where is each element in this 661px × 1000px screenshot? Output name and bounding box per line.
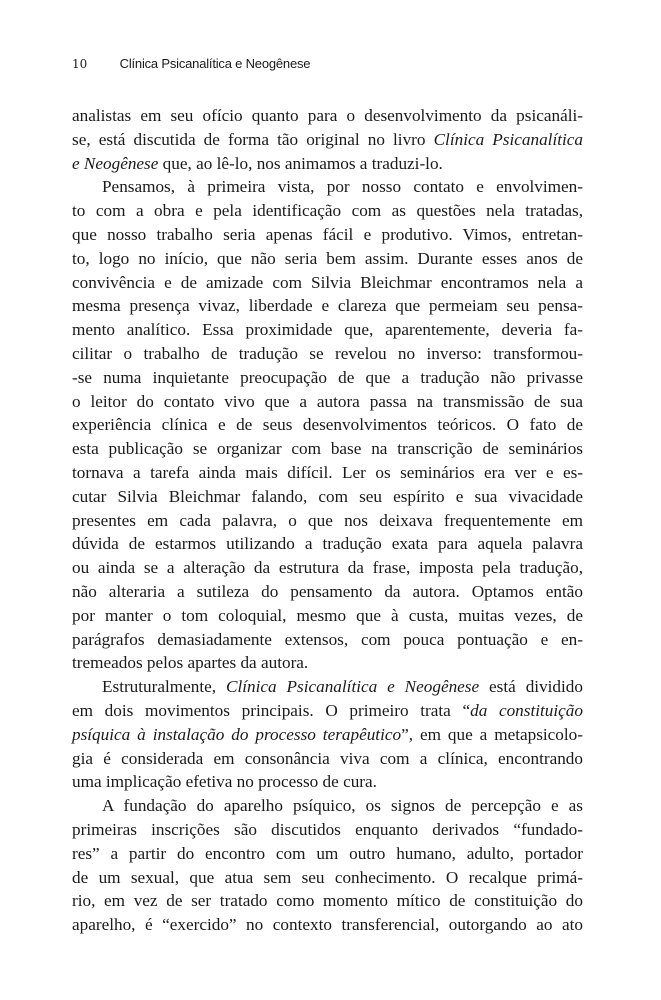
text-line: Pensamos, à primeira vista, por nosso contato e envolvimen-	[102, 177, 583, 197]
text-line: parágrafos demasiadamente extensos, com pouca pontuação e en-	[72, 629, 583, 649]
text-line: experiência clínica e de seus desenvolvimentos teóricos. O fato de	[72, 415, 583, 435]
text-line: analistas em seu ofício quanto para o desenvolvimento da psicanáli-	[72, 106, 583, 125]
book-title-italic: Clínica Psicanalítica	[433, 129, 583, 149]
body-text	[72, 104, 583, 937]
text-line: de um sexual, que atua sem seu conhecimento. O recalque primá-	[72, 867, 583, 887]
text-line: esta publicação se organizar com base na transcrição de seminários	[72, 439, 583, 459]
text-line: to, logo no início, que não seria bem assim. Durante esses anos de	[72, 248, 583, 268]
text-line: se, está discutida de forma tão original no livro Clínica Psicanalítica	[72, 129, 583, 149]
text-line: por manter o tom coloquial, mesmo que à custa, muitas vezes, de	[72, 605, 583, 625]
text-line: presentes em cada palavra, o que nos deixava frequentemente em	[72, 510, 583, 530]
text-line: não alteraria a sutileza do pensamento da autora. Optamos então	[72, 581, 583, 601]
text-line: -se numa inquietante preocupação de que a tradução não privasse	[72, 367, 583, 387]
text-line: em dois movimentos principais. O primeiro trata “da constituição	[72, 700, 583, 720]
text-line: o leitor do contato vivo que a autora passa na transmissão de sua	[72, 391, 583, 411]
quoted-italic: psíquica à instalação do processo terapêutico	[72, 724, 402, 744]
quoted-italic: da constituição	[470, 700, 583, 720]
text-line: primeiras inscrições são discutidos enquanto derivados “fundado-	[72, 819, 583, 839]
text-line: Estruturalmente, Clínica Psicanalítica e Neogênese está dividido	[102, 677, 583, 697]
text-line: e Neogênese que, ao lê-lo, nos animamos a traduzi-lo.	[72, 153, 443, 173]
text-line: uma implicação efetiva no processo de cura.	[72, 772, 377, 792]
text-line: mento analítico. Essa proximidade que, aparentemente, deveria fa-	[72, 320, 583, 340]
text-line: que nosso trabalho seria apenas fácil e produtivo. Vimos, entretan-	[72, 224, 583, 244]
book-title-italic: e Neogênese	[72, 153, 159, 173]
running-header	[72, 56, 310, 71]
text-line: res” a partir do encontro com um outro humano, adulto, portador	[72, 843, 583, 863]
text-line: gia é considerada em consonância viva com a clínica, encontrando	[72, 748, 583, 768]
text-line: A fundação do aparelho psíquico, os signos de percepção e as	[102, 796, 583, 816]
text-line: tornava a tarefa ainda mais difícil. Ler os seminários era ver e es-	[72, 462, 583, 482]
text-line: mesma presença vivaz, liberdade e clareza que permeiam seu pensa-	[72, 296, 583, 316]
text-line: psíquica à instalação do processo terapêutico”, em que a metapsicolo-	[72, 724, 583, 744]
text-line: to com a obra e pela identificação com as questões nela tratadas,	[72, 201, 583, 221]
text-line: convivência e de amizade com Silvia Bleichmar encontramos nela a	[72, 272, 583, 292]
text-line: cutar Silvia Bleichmar falando, com seu espírito e sua vivacidade	[72, 486, 583, 506]
text-line: dúvida de estarmos utilizando a tradução exata para aquela palavra	[72, 534, 583, 554]
text-line: aparelho, é “exercido” no contexto transferencial, outorgando ao ato	[72, 915, 583, 935]
running-header-title: Clínica Psicanalítica e Neogênese	[119, 56, 311, 71]
text-line: tremeados pelos apartes da autora.	[72, 653, 309, 673]
text-line: rio, em vez de ser tratado como momento mítico de constituição do	[72, 891, 583, 911]
text-line: cilitar o trabalho de tradução se revelou no inverso: transformou-	[72, 343, 583, 363]
text-line: ou ainda se a alteração da estrutura da frase, imposta pela tradução,	[72, 558, 583, 578]
book-title-italic: Clínica Psicanalítica e Neogênese	[226, 677, 480, 697]
page-number: 10	[72, 57, 88, 71]
